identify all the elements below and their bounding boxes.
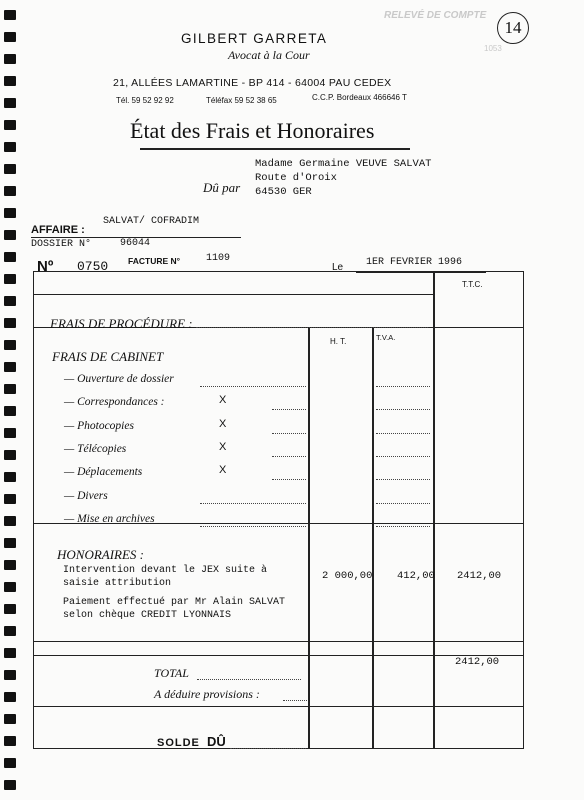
tva-column-line [372, 327, 374, 749]
frais-procedure-label: FRAIS DE PROCÉDURE : [50, 316, 193, 331]
cabinet-item-mark: X [219, 441, 227, 453]
cabinet-item-label: — Ouverture de dossier [64, 373, 174, 385]
lawyer-title: Avocat à la Cour [228, 48, 310, 62]
binding-ring [4, 32, 16, 42]
faded-small-text: 1053 [484, 44, 502, 53]
binding-ring [4, 120, 16, 130]
dossier-label: DOSSIER N° [31, 239, 92, 250]
binding-ring [4, 76, 16, 86]
ccp: C.C.P. Bordeaux 466646 T [312, 93, 407, 102]
binding-ring [4, 164, 16, 174]
binding-ring [4, 428, 16, 438]
binding-ring [4, 318, 16, 328]
total-label: TOTAL [154, 666, 189, 680]
numero-value: 0750 [77, 259, 109, 274]
affaire-value: SALVAT/ COFRADIM [103, 216, 200, 227]
solde-du-label: DÛ [207, 734, 226, 749]
affaire-label: AFFAIRE : [31, 224, 85, 236]
cabinet-item-mark: X [219, 418, 227, 430]
cabinet-item-label: — Télécopies [64, 443, 127, 455]
binding-ring [4, 142, 16, 152]
binding-ring [4, 538, 16, 548]
binding-ring [4, 340, 16, 350]
binding-ring [4, 230, 16, 240]
binding-ring [4, 670, 16, 680]
solde-label: SOLDE [157, 737, 200, 749]
binding-ring [4, 296, 16, 306]
binding-ring [4, 98, 16, 108]
cabinet-item-dots [200, 503, 306, 504]
cabinet-item-dots [272, 433, 306, 434]
cabinet-tva-dots [376, 386, 430, 387]
ht-header: H. T. [330, 337, 347, 346]
faded-header: RELEVÉ DE COMPTE [384, 10, 487, 21]
frais-procedure-dots [196, 327, 428, 328]
cabinet-tva-dots [376, 526, 430, 527]
honoraires-ht: 2 000,00 [322, 570, 373, 582]
deduire-dots [283, 700, 307, 701]
du-par-label: Dû par [203, 180, 241, 195]
payment-line2: selon chèque CREDIT LYONNAIS [63, 610, 232, 621]
honoraires-ttc: 2412,00 [457, 570, 502, 582]
binding-ring [4, 384, 16, 394]
binding-ring [4, 494, 16, 504]
cabinet-tva-dots [376, 503, 430, 504]
binding-ring [4, 362, 16, 372]
binding-ring [4, 274, 16, 284]
binding-ring [4, 780, 16, 790]
facture-value: 1109 [206, 253, 231, 264]
deduire-provisions-label: A déduire provisions : [154, 687, 260, 701]
address: 21, ALLÉES LAMARTINE - BP 414 - 64004 PAU CEDEX [113, 77, 392, 89]
binding-ring [4, 648, 16, 658]
total-value: 2412,00 [455, 656, 500, 668]
cabinet-tva-dots [376, 479, 430, 480]
binding-ring [4, 208, 16, 218]
telefax: Téléfax 59 52 38 65 [206, 96, 277, 105]
cabinet-item-label: — Mise en archives [64, 513, 155, 525]
cabinet-tva-dots [376, 456, 430, 457]
cabinet-item-mark: X [219, 394, 227, 406]
cabinet-item-label: — Correspondances : [64, 396, 165, 408]
header-line [33, 294, 433, 295]
binding-ring [4, 252, 16, 262]
payment-line1: Paiement effectué par Mr Alain SALVAT [63, 597, 286, 608]
honoraires-line2: saisie attribution [63, 578, 172, 589]
binding-ring [4, 626, 16, 636]
binding-ring [4, 406, 16, 416]
total-dots [197, 679, 301, 680]
ttc-column-line [433, 271, 435, 749]
cabinet-item-dots [200, 386, 306, 387]
tel: Tél. 59 52 92 92 [116, 96, 174, 105]
title-underline [140, 148, 410, 150]
honoraires-label: HONORAIRES : [57, 547, 145, 562]
cabinet-tva-dots [376, 409, 430, 410]
spiral-binding [0, 0, 22, 800]
tva-header: T.V.A. [376, 333, 396, 342]
cabinet-item-label: — Divers [64, 490, 108, 502]
solde-dots [230, 748, 306, 749]
binding-ring [4, 560, 16, 570]
date-value: 1ER FEVRIER 1996 [366, 257, 463, 268]
binding-ring [4, 714, 16, 724]
honoraires-line-2 [33, 655, 524, 656]
binding-ring [4, 692, 16, 702]
binding-ring [4, 758, 16, 768]
facture-label: FACTURE N° [128, 256, 181, 266]
binding-ring [4, 604, 16, 614]
binding-ring [4, 736, 16, 746]
recipient-line1: Madame Germaine VEUVE SALVAT [255, 158, 432, 170]
cabinet-item-mark: X [219, 464, 227, 476]
page-number-circle: 14 [497, 12, 529, 44]
binding-ring [4, 472, 16, 482]
binding-ring [4, 54, 16, 64]
cabinet-tva-dots [376, 433, 430, 434]
ttc-header: T.T.C. [462, 280, 483, 289]
binding-ring [4, 450, 16, 460]
binding-ring [4, 186, 16, 196]
date-label: Le [332, 262, 344, 273]
cabinet-item-dots [272, 409, 306, 410]
cabinet-item-dots [200, 526, 306, 527]
honoraires-line1: Intervention devant le JEX suite à [63, 565, 268, 576]
cabinet-item-label: — Photocopies [64, 420, 134, 432]
cabinet-item-dots [272, 456, 306, 457]
total-line [33, 706, 524, 707]
lawyer-name: GILBERT GARRETA [181, 31, 328, 46]
honoraires-line [33, 641, 524, 642]
honoraires-tva: 412,00 [397, 570, 435, 582]
binding-ring [4, 582, 16, 592]
binding-ring [4, 516, 16, 526]
ht-column-line [308, 327, 310, 749]
cabinet-item-label: — Déplacements [64, 466, 143, 478]
invoice-table [33, 271, 524, 749]
document-title: État des Frais et Honoraires [130, 118, 375, 143]
frais-cabinet-label: FRAIS DE CABINET [52, 349, 164, 364]
numero-label: Nº [37, 258, 54, 275]
recipient-line3: 64530 GER [255, 186, 312, 198]
binding-ring [4, 10, 16, 20]
dossier-value: 96044 [120, 238, 151, 249]
cabinet-item-dots [272, 479, 306, 480]
recipient-line2: Route d'Oroix [255, 172, 337, 184]
